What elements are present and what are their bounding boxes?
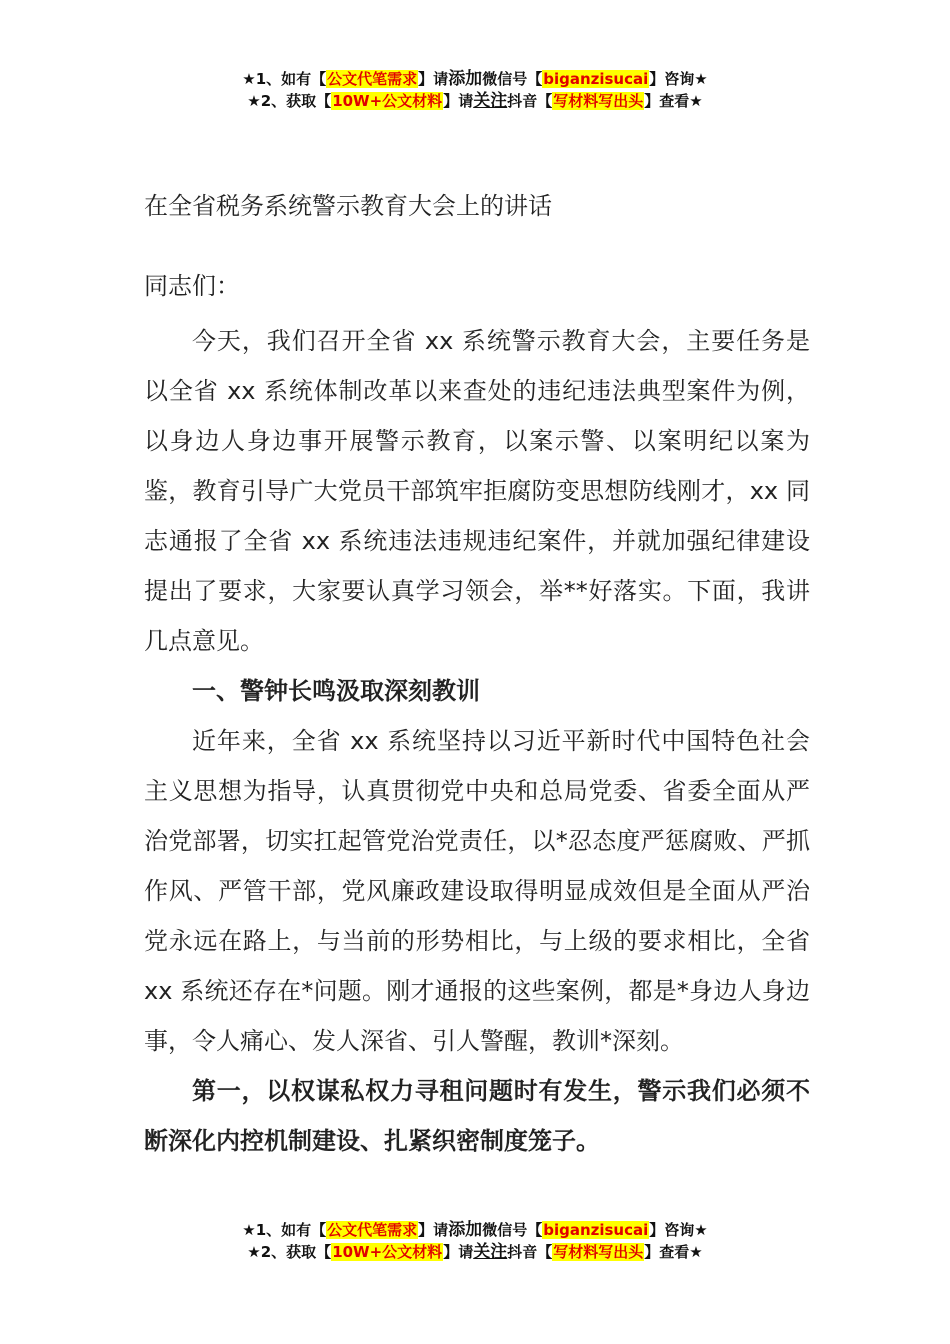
section-heading: 一、警钟长鸣汲取深刻教训: [192, 677, 480, 705]
banner-line-1: [0, 1219, 950, 1241]
banner-text: 】请: [418, 1221, 449, 1239]
banner-text: 】咨询★: [649, 70, 708, 88]
banner-text: 】咨询★: [649, 1221, 708, 1239]
banner-highlight: 写材料写出头: [553, 1243, 644, 1261]
banner-text: 抖音【: [507, 1243, 553, 1261]
banner-text: ★1、如有【: [242, 70, 327, 88]
banner-text: 抖音【: [507, 92, 553, 110]
banner-highlight: 10W+公文材料: [332, 1243, 443, 1261]
banner-emphasis: 关注: [473, 1242, 508, 1262]
banner-highlight: 公文代笔需求: [327, 70, 418, 88]
banner-text: 】请: [443, 1243, 474, 1261]
banner-text: 】查看★: [644, 1243, 703, 1261]
banner-highlight: 写材料写出头: [553, 92, 644, 110]
banner-text: 微信号【: [482, 70, 543, 88]
document-body: [144, 186, 810, 1166]
banner-text: ★2、获取【: [247, 1243, 332, 1261]
banner-text: 】请: [443, 92, 474, 110]
paragraph: 近年来，全省 xx 系统坚持以习近平新时代中国特色社会主义思想为指导，认真贯彻党中央和总局党委、省委全面从严治党部署，切实扛起管党治党责任，以*忍态度严惩腐败、严抓作风、严管干部，党风廉政建设取得明显成效但是全面从严治党永远在路上，与当前的形势相比，与上级的要求相比，全省 xx 系统还存在*问题。刚才通报的这些案例，都是*身边人身边事，令人痛心、发人深省、引人警醒，教训*深刻。: [144, 727, 810, 1055]
banner-emphasis: 关注: [473, 91, 508, 111]
footer-banner: [0, 1219, 950, 1263]
banner-line-2: [0, 90, 950, 112]
banner-text: ★1、如有【: [242, 1221, 327, 1239]
banner-text: ★2、获取【: [247, 92, 332, 110]
paragraph: 今天，我们召开全省 xx 系统警示教育大会，主要任务是以全省 xx 系统体制改革以来查处的违纪违法典型案件为例，以身边人身边事开展警示教育，以案示警、以案明纪以案为鉴，教育引导广大党员干部筑牢拒腐防变思想防线刚才，xx 同志通报了全省 xx 系统违法违规违纪案件，并就加强纪律建设提出了要求，大家要认真学习领会，举**好落实。下面，我讲几点意见。: [144, 327, 810, 655]
banner-text: 】请: [418, 70, 449, 88]
banner-emphasis: 添加: [448, 1220, 483, 1240]
banner-text: 】查看★: [644, 92, 703, 110]
banner-emphasis: 添加: [448, 69, 483, 89]
banner-highlight: biganzisucai: [543, 70, 649, 88]
banner-highlight: 10W+公文材料: [332, 92, 443, 110]
subsection-heading: 第一，以权谋私权力寻租问题时有发生，警示我们必须不断深化内控机制建设、扎紧织密制度笼子。: [144, 1077, 810, 1155]
document-title: 在全省税务系统警示教育大会上的讲话: [144, 192, 552, 220]
greeting: 同志们：: [144, 272, 240, 300]
banner-line-1: [0, 68, 950, 90]
banner-text: 微信号【: [482, 1221, 543, 1239]
header-banner: [0, 68, 950, 112]
banner-line-2: [0, 1241, 950, 1263]
banner-highlight: 公文代笔需求: [327, 1221, 418, 1239]
banner-highlight: biganzisucai: [543, 1221, 649, 1239]
